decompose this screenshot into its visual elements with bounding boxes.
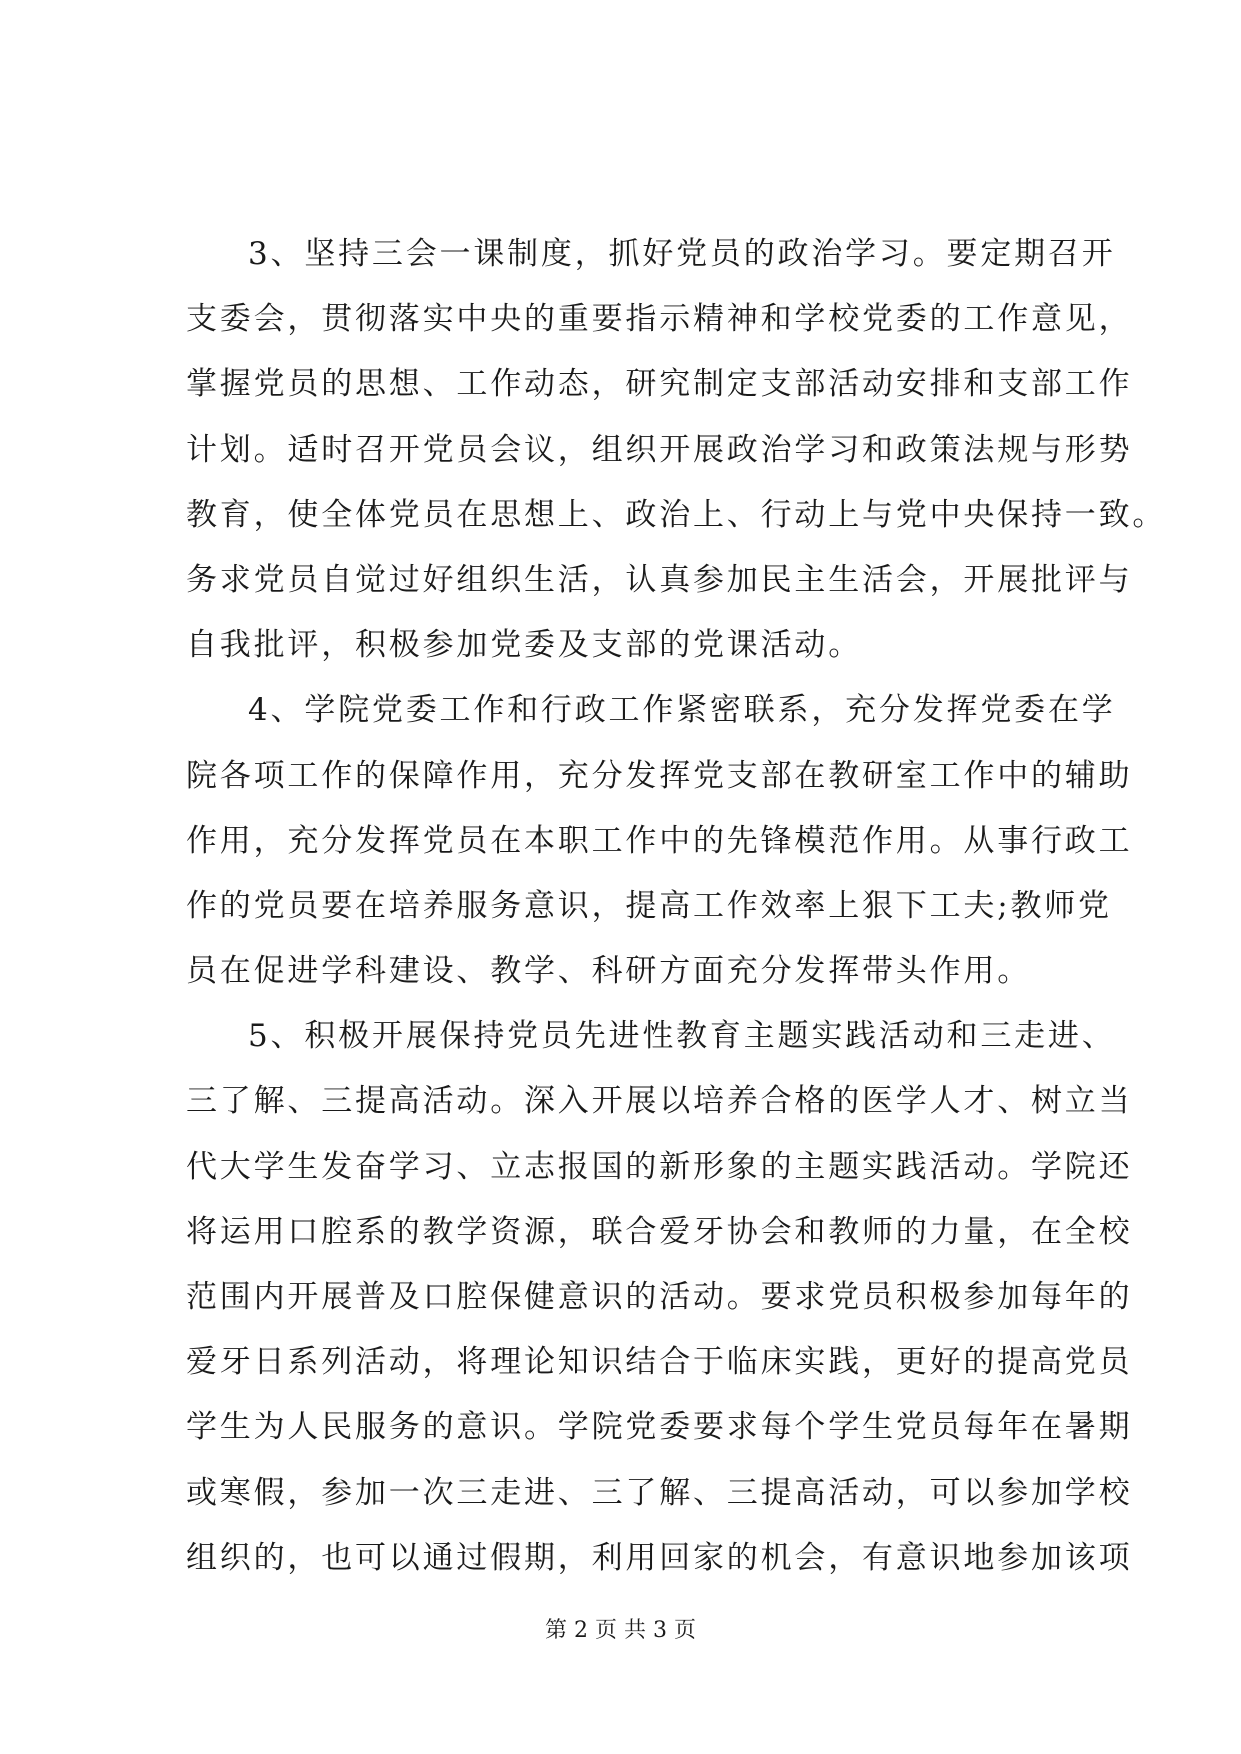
paragraph-4-line-3: 作用，充分发挥党员在本职工作中的先锋模范作用。从事行政工 (186, 822, 1133, 859)
paragraph-3-line-2: 支委会，贯彻落实中央的重要指示精神和学校党委的工作意见， (186, 301, 1133, 338)
paragraph-3-line-6: 务求党员自觉过好组织生活，认真参加民主生活会，开展批评与 (186, 561, 1133, 598)
page-number-footer: 第 2 页 共 3 页 (545, 1618, 696, 1643)
paragraph-4-line-4: 作的党员要在培养服务意识，提高工作效率上狠下工夫;教师党 (186, 887, 1112, 924)
paragraph-5-line-6: 爱牙日系列活动，将理论知识结合于临床实践，更好的提高党员 (186, 1344, 1133, 1381)
paragraph-4-line-2: 院各项工作的保障作用，充分发挥党支部在教研室工作中的辅助 (186, 757, 1133, 794)
paragraph-5-line-7: 学生为人民服务的意识。学院党委要求每个学生党员每年在暑期 (186, 1409, 1133, 1446)
paragraph-4-line-5: 员在促进学科建设、教学、科研方面充分发挥带头作用。 (186, 953, 1031, 990)
paragraph-5-line-9: 组织的，也可以通过假期，利用回家的机会，有意识地参加该项 (186, 1539, 1133, 1576)
paragraph-3-line-7: 自我批评，积极参加党委及支部的党课活动。 (186, 627, 862, 664)
paragraph-3-line-5: 教育，使全体党员在思想上、政治上、行动上与党中央保持一致。 (186, 496, 1167, 533)
paragraph-3-line-1: 3、坚持三会一课制度，抓好党员的政治学习。要定期召开 (248, 236, 1116, 272)
paragraph-5-line-5: 范围内开展普及口腔保健意识的活动。要求党员积极参加每年的 (186, 1279, 1133, 1315)
paragraph-5-line-8: 或寒假，参加一次三走进、三了解、三提高活动，可以参加学校 (186, 1474, 1133, 1511)
paragraph-5-line-4: 将运用口腔系的教学资源，联合爱牙协会和教师的力量，在全校 (186, 1213, 1133, 1250)
paragraph-5-line-1: 5、积极开展保持党员先进性教育主题实践活动和三走进、 (248, 1018, 1116, 1055)
paragraph-5-line-2: 三了解、三提高活动。深入开展以培养合格的医学人才、树立当 (186, 1083, 1133, 1120)
paragraph-4-line-1: 4、学院党委工作和行政工作紧密联系，充分发挥党委在学 (248, 692, 1116, 729)
document-body (186, 222, 1167, 1591)
paragraph-3-line-4: 计划。适时召开党员会议，组织开展政治学习和政策法规与形势 (186, 431, 1133, 468)
paragraph-3-line-3: 掌握党员的思想、工作动态，研究制定支部活动安排和支部工作 (186, 366, 1133, 403)
paragraph-5-line-3: 代大学生发奋学习、立志报国的新形象的主题实践活动。学院还 (186, 1148, 1133, 1185)
